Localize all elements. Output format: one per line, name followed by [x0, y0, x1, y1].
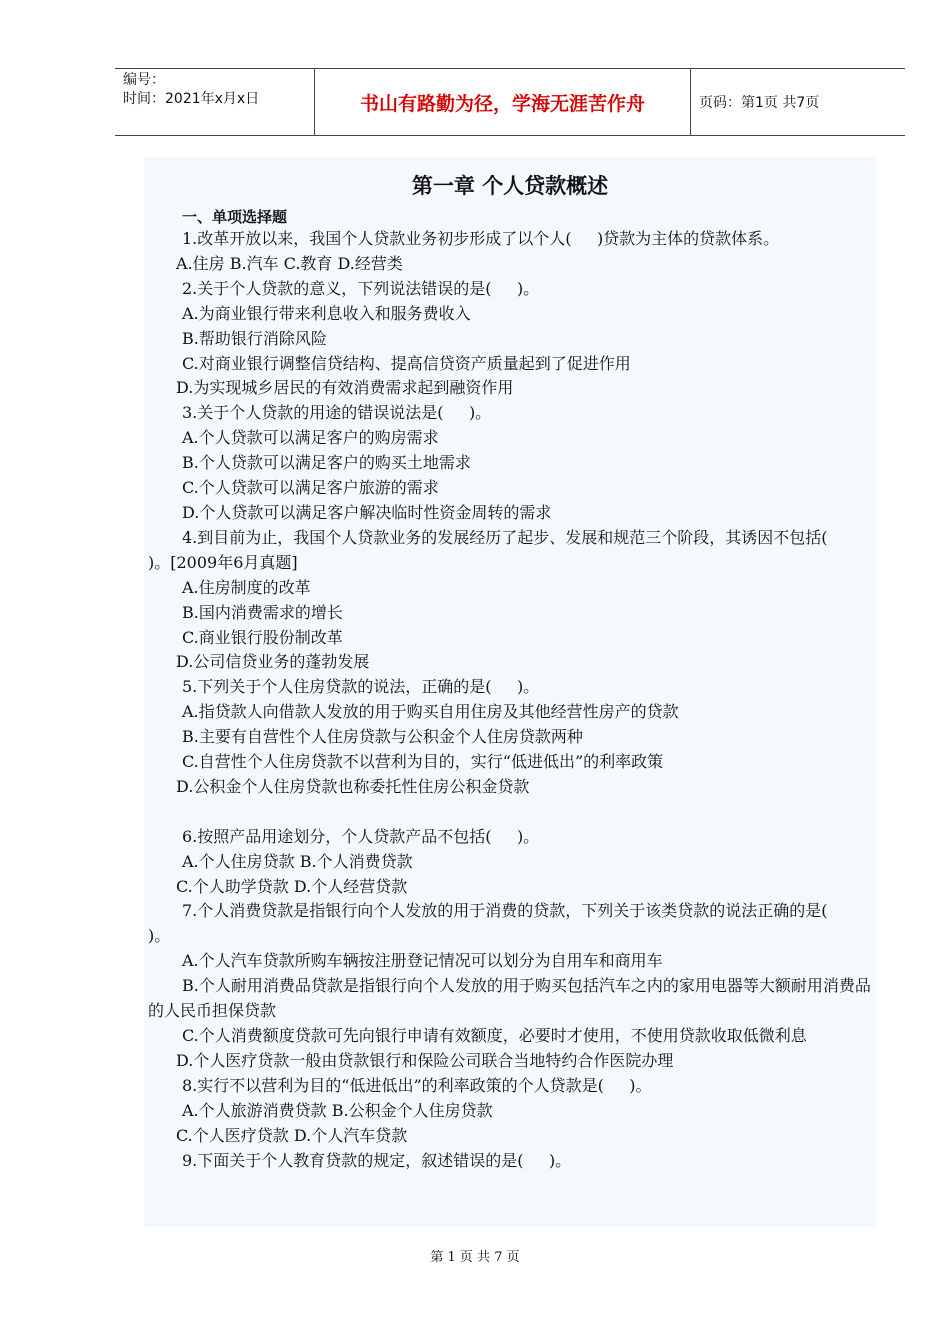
text-line: 6.按照产品用途划分，个人贷款产品不包括( )。 [182, 826, 540, 846]
text-line: B.帮助银行消除风险 [182, 328, 327, 348]
text-line: D.公积金个人住房贷款也称委托性住房公积金贷款 [176, 776, 530, 796]
text-line: 7.个人消费贷款是指银行向个人发放的用于消费的贷款，下列关于该类贷款的说法正确的是( )。 [148, 901, 853, 946]
text-line: A.个人住房贷款 B.个人消费贷款 [182, 851, 413, 871]
text-line: B.个人贷款可以满足客户的购买土地需求 [182, 453, 471, 473]
page-footer: 第 1 页 共 7 页 [430, 1250, 520, 1265]
text-line: C.商业银行股份制改革 [182, 627, 343, 647]
text-line: B.主要有自营性个人住房贷款与公积金个人住房贷款两种 [182, 727, 583, 747]
text-line: B.个人耐用消费品贷款是指银行向个人发放的用于购买包括汽车之内的家用电器等大额耐用消费品的人民币担保贷款 [148, 976, 871, 1021]
text-line: A.住房 B.汽车 C.教育 D.经营类 [176, 253, 403, 273]
text-line: 9.下面关于个人教育贷款的规定，叙述错误的是( )。 [182, 1150, 572, 1170]
document-body [144, 157, 876, 1227]
header-time-label: 时间：2021年x月x日 [123, 91, 260, 107]
text-line: C.自营性个人住房贷款不以营利为目的，实行“低进低出”的利率政策 [182, 752, 664, 772]
header-page-info: 页码：第1页 共7页 [699, 95, 820, 111]
text-line: 4.到目前为止，我国个人贷款业务的发展经历了起步、发展和规范三个阶段，其诱因不包括( )。[2009年6月真题] [148, 527, 853, 572]
text-line: 8.实行不以营利为目的“低进低出”的利率政策的个人贷款是( )。 [182, 1075, 652, 1095]
header-motto: 书山有路勤为径，学海无涯苦作舟 [315, 69, 691, 135]
text-line: 1.改革开放以来，我国个人贷款业务初步形成了以个人( )贷款为主体的贷款体系。 [182, 229, 780, 248]
header-id-label: 编号： [123, 72, 165, 88]
text-line: C.个人消费额度贷款可先向银行申请有效额度，必要时才使用，不使用贷款收取低微利息 [182, 1025, 807, 1045]
text-line: 2.关于个人贷款的意义，下列说法错误的是( )。 [182, 278, 540, 298]
text-line: A.为商业银行带来利息收入和服务费收入 [182, 303, 471, 323]
text-line: A.个人汽车贷款所购车辆按注册登记情况可以划分为自用车和商用车 [182, 951, 663, 971]
text-line: A.住房制度的改革 [182, 577, 311, 597]
page-header [115, 68, 905, 136]
text-line: B.国内消费需求的增长 [182, 602, 343, 622]
text-line: D.公司信贷业务的蓬勃发展 [176, 652, 370, 672]
text-line: A.个人旅游消费贷款 B.公积金个人住房贷款 [182, 1100, 493, 1120]
text-line: A.指贷款人向借款人发放的用于购买自用住房及其他经营性房产的贷款 [182, 702, 679, 722]
text-line: 3.关于个人贷款的用途的错误说法是( )。 [182, 403, 492, 423]
header-meta [115, 69, 315, 135]
text-line: 5.下列关于个人住房贷款的说法，正确的是( )。 [182, 677, 540, 697]
text-line: C.个人贷款可以满足客户旅游的需求 [182, 478, 439, 498]
text-line: D.个人贷款可以满足客户解决临时性资金周转的需求 [182, 502, 552, 522]
question-list [148, 227, 872, 1173]
chapter-title: 第一章 个人贷款概述 [411, 174, 609, 198]
section-heading: 一、单项选择题 [182, 208, 288, 226]
text-line: C.个人医疗贷款 D.个人汽车贷款 [176, 1125, 408, 1145]
text-line: A.个人贷款可以满足客户的购房需求 [182, 428, 439, 448]
text-line: D.个人医疗贷款一般由贷款银行和保险公司联合当地特约合作医院办理 [176, 1050, 674, 1070]
text-line: C.对商业银行调整信贷结构、提高信贷资产质量起到了促进作用 [182, 353, 631, 373]
blank-line [148, 800, 872, 825]
text-line: C.个人助学贷款 D.个人经营贷款 [176, 876, 408, 896]
text-line: D.为实现城乡居民的有效消费需求起到融资作用 [176, 378, 514, 398]
